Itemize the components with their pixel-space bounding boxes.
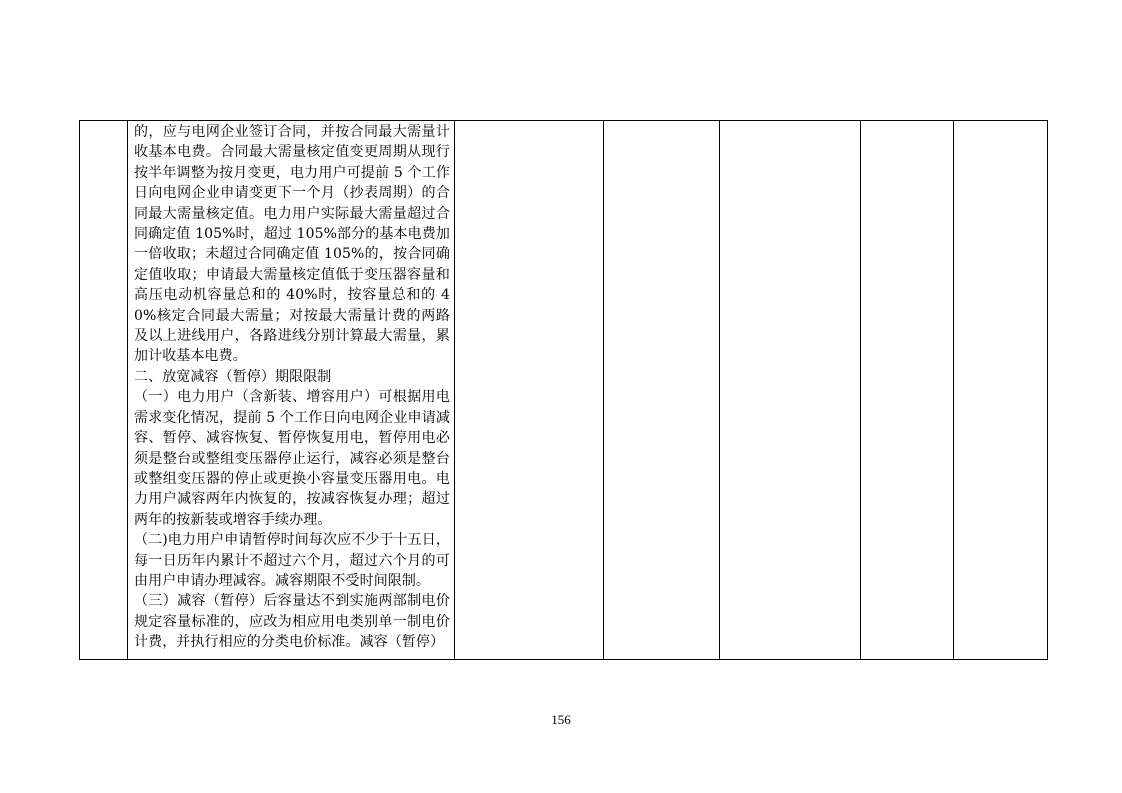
policy-table <box>79 120 1048 660</box>
content-paragraph: （三）减容（暂停）后容量达不到实施两部制电价规定容量标准的，应改为相应用电类别单一制电价计费，并执行相应的分类电价标准。减容（暂停） <box>134 593 450 651</box>
table-cell-empty <box>954 121 1048 660</box>
table-cell-index <box>80 121 128 660</box>
page-number: 156 <box>551 712 571 727</box>
content-paragraph: （一）电力用户（含新装、增容用户）可根据用电需求变化情况，提前 5 个工作日向电网企业申请减容、暂停、减容恢复、暂停恢复用电，暂停用电必须是整台或整组变压器停止运行，减容必须是整台或整组变压器的停止或更换小容量变压器用电。电力用户减容两年内恢复的，按减容恢复办理；超过两年的按新装或增容手续办理。 <box>134 389 450 528</box>
table-cell-empty <box>720 121 861 660</box>
table-cell-empty <box>455 121 604 660</box>
table-cell-empty <box>604 121 720 660</box>
table-cell-content <box>128 121 455 660</box>
content-paragraph: 的，应与电网企业签订合同，并按合同最大需量计收基本电费。合同最大需量核定值变更周期从现行按半年调整为按月变更，电力用户可提前 5 个工作日向电网企业申请变更下一个月（抄表周期）的合同最大需量核定值。电力用户实际最大需量超过合同确定值 105%时，超过 105%部分的基本电费加一倍收取；未超过合同确定值 105%的，按合同确定值收取；申请最大需量核定值低于变压器容量和高压电动机容量总和的 40%时，按容量总和的 40%核定合同最大需量；对按最大需量计费的两路及以上进线用户，各路进线分别计算最大需量，累加计收基本电费。 <box>134 124 450 365</box>
table-cell-empty <box>861 121 954 660</box>
table-row <box>80 121 1048 660</box>
content-paragraph: （二)电力用户申请暂停时间每次应不少于十五日，每一日历年内累计不超过六个月，超过六个月的可由用户申请办理减容。减容期限不受时间限制。 <box>134 532 450 589</box>
section-heading: 二、放宽减容（暂停）期限限制 <box>134 368 332 385</box>
